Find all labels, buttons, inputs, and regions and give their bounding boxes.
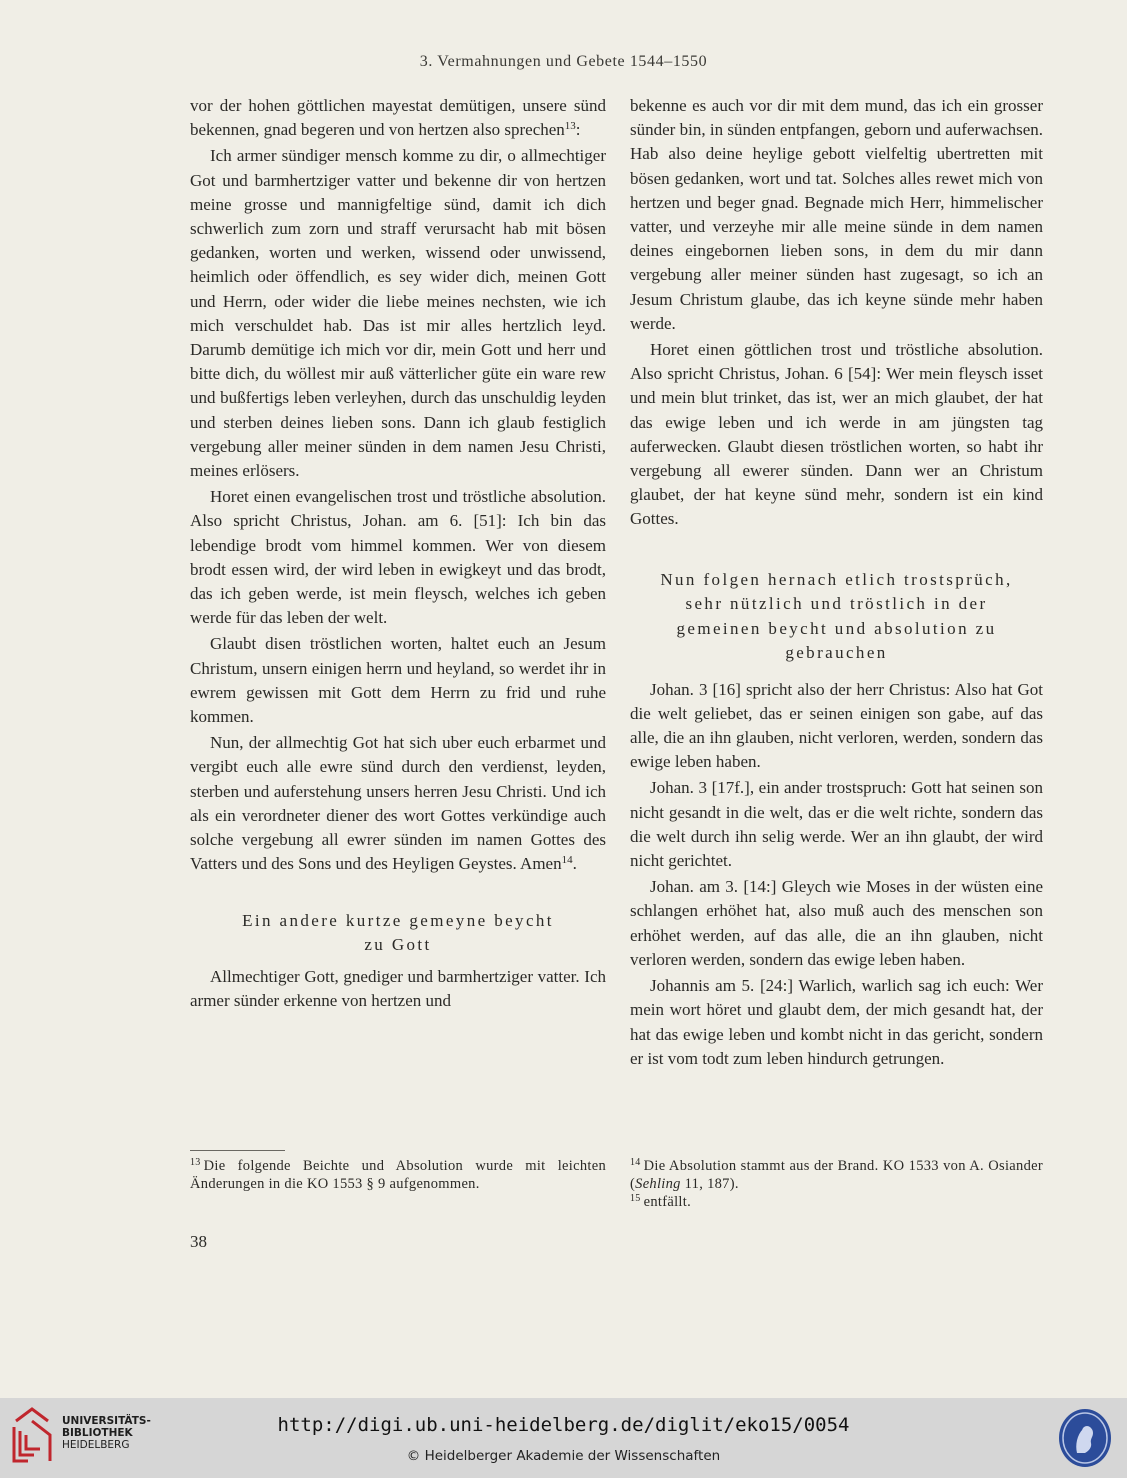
footnote-divider	[190, 1150, 285, 1151]
footnote-ref[interactable]: 14	[561, 854, 573, 867]
paragraph: bekenne es auch vor dir mit dem mund, das ich ein grosser sünder bin, in sünden entpfangen, geborn und auferwachsen. Hab also deine heylige gebott vielfeltig ubertretten mit bösen gedanken, wort und tat. Solches alles rewet mich von hertzen und beger gnad. Begnade mich Herr, himmelischer vatter, und verzeyhe mir alle meine sünde in dem namen deines eingebornen lieben sons, in dem du mir dann vergebung aller meiner sünden hast zugesagt, so ich an Jesum Christum glaube, das ich keyne sünde mehr haben werde.	[630, 96, 1043, 333]
paragraph: Nun, der allmechtig Got hat sich uber euch erbarmet und vergibt euch alle ewre sünd durch den verdienst, leyden, sterben und auferstehung unsers herren Jesu Christi. Und ich als ein verordneter diener des wort Gottes verkündige auch solche vergebung all ewrer sünden im namen Gottes des Vatters und des Sons und des Heyligen Geystes. Amen$^{14}$.	[190, 733, 606, 874]
seal-icon	[1057, 1407, 1113, 1469]
right-column	[630, 94, 1043, 1073]
logo-line-3: HEIDELBERG	[62, 1439, 130, 1451]
logo-line-2: BIBLIOTHEK	[62, 1427, 133, 1439]
paragraph: vor der hohen göttlichen mayestat demütigen, unsere sünd bekennen, gnad begeren und von hertzen also sprechen$^{13}$:	[190, 96, 606, 140]
paragraph: Horet einen evangelischen trost und tröstliche absolution. Also spricht Christus, Johan. am 6. [51]: Ich bin das lebendige brodt vom himmel kommen. Wer von diesem brodt essen wird, der wird leben in ewigkeyt und das brodt, das ich geben werde, ist mein fleysch, welches ich geben werde für das leben der welt.	[190, 487, 606, 628]
paragraph: Johan. am 3. [14:] Gleych wie Moses in der wüsten eine schlangen erhöhet hat, also muß auch des menschen son erhöhet werden, auf das alle, die an ihn glauben, nicht verloren werden, sondern das ewige leben haben.	[630, 877, 1043, 969]
paragraph: Johan. 3 [17f.], ein ander trostspruch: Gott hat seinen son nicht gesandt in die welt, das er die welt richte, sondern das die welt durch ihn selig werde. Wer an ihn glaubt, der wird nicht gerichtet.	[630, 778, 1043, 871]
paragraph: Horet einen göttlichen trost und tröstliche absolution. Also spricht Christus, Johan. 6 [54]: Wer mein fleysch isset und mein blut trinket, das ist, wer an mich glaubet, der hat das ewige leben und ich werde in am jüngsten tag auferwecken. Glaubt diesen tröstlichen worten, so habt ihr vergebung all ewerer sünden. Dann wer an Christum glaubet, der hat keyne sünd mehr, sondern ist ein kind Gottes.	[630, 340, 1043, 529]
footnotes-left	[190, 1157, 606, 1193]
left-column	[190, 94, 606, 1015]
footnote-ref[interactable]: 13	[564, 120, 576, 133]
academy-seal-logo[interactable]	[1057, 1407, 1113, 1469]
logo-line-1: UNIVERSITÄTS-	[62, 1415, 151, 1427]
paragraph: Johan. 3 [16] spricht also der herr Christus: Also hat Got die welt geliebet, das er seinen einigen son gabe, auf das alle, die an ihn glauben, nicht verloren, werden, sondern das ewige leben haben.	[630, 679, 1043, 772]
paragraph: Ich armer sündiger mensch komme zu dir, o allmechtiger Got und barmhertziger vatter und bekenne dir von hertzen meine grosse und mannigfeltige sünd, damit ich dich schwerlich zum zorn und straff verursacht hab mit bösen gedanken, worten und werken, wissend oder unwissend, heimlich oder öffendlich, es sey wider dich, meinen Gott und Herrn, oder wider die liebe meines nechsten, wie ich mich verschuldet hab. Das ist mir alles hertzlich leyd. Darumb demütige ich mich vor dir, mein Gott und herr und bitte dich, du wöllest mir auß vätterlicher güte ein ware rew und bußfertigs leben verleyhen, durch das unschuldig leyden und sterben deines lieben sons. Dann ich glaub festiglich vergebung aller meiner sünden in dem namen Jesu Christi, meines erlösers.	[190, 146, 606, 481]
permalink-url[interactable]: http://digi.ub.uni-heidelberg.de/diglit/eko15/0054	[277, 1414, 850, 1436]
running-head: 3. Vermahnungen und Gebete 1544–1550	[419, 53, 708, 70]
footnote-14: $^{14}$ Die Absolution stammt aus der Brand. KO 1533 von A. Osiander (Sehling 11, 187).	[630, 1157, 1043, 1192]
footnotes-right	[630, 1157, 1043, 1211]
paragraph: Allmechtiger Gott, gnediger und barmhertziger vatter. Ich armer sünder erkenne von hertzen und	[190, 966, 606, 1010]
footnote-15: $^{15}$ entfällt.	[630, 1193, 691, 1210]
paragraph: Johannis am 5. [24:] Warlich, warlich sag ich euch: Wer mein wort höret und glaubt dem, der mich gesandt hat, der hat das ewige leben und kombt nicht in das gericht, sondern er ist vom todt zum leben hindurch getrungen.	[630, 976, 1043, 1068]
section-heading: Nun folgen hernach etlich trostsprüch, sehr nützlich und tröstlich in der gemeinen beycht und absolution zu gebrauchen	[660, 569, 1013, 663]
footer-bar	[0, 1398, 1127, 1478]
paragraph: Glaubt disen tröstlichen worten, haltet euch an Jesum Christum, unsern einigen herrn und heyland, so werdet ihr in ewrem gewissen mit Gott dem Herrn zu frid und ruhe kommen.	[190, 634, 606, 727]
footnote-13: $^{13}$ Die folgende Beichte und Absolution wurde mit leichten Änderungen in die KO 1553 § 9 aufgenommen.	[190, 1157, 606, 1192]
section-heading: Ein andere kurtze gemeyne beycht zu Gott	[242, 910, 554, 954]
copyright-notice: © Heidelberger Akademie der Wissenschaften	[406, 1448, 721, 1464]
page-number: 38	[190, 1232, 207, 1251]
